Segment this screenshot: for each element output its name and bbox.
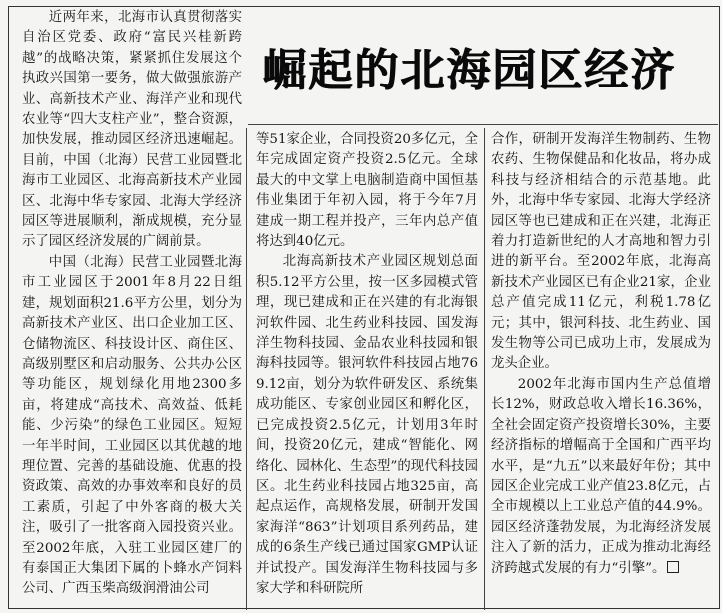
- headline-divider: [248, 124, 718, 125]
- paragraph-intro: 近两年来，北海市认真贯彻落实自治区党委、政府“富民兴桂新跨越”的战略决策，紧紧抓住发展这个执政兴国第一要务，做大做强旅游产业、高新技术产业、海洋产业和现代农业等“四大支柱产业”，整合资源，加快发展，推动园区经济迅速崛起。目前，中国（北海）民营工业园暨北海市工业园区、北海高新技术产业园区、北海中华专家园、北海大学经济园区等进展顺利，渐成规模，充分显示了园区经济发展的广阔前景。: [22, 10, 242, 250]
- paragraph-economy-summary: [491, 375, 711, 579]
- paragraph-industrial-park: 中国（北海）民营工业园暨北海市工业园区于2001年8月22日组建，规划面积21.6平方公里，划分为高新技术产业区、出口企业加工区、仓储物流区、科技设计区、商住区、高级别墅区和启动服务、公共办公区等功能区，规划绿化用地2300多亩，将建成“高技术、高效益、低耗能、少污染”的绿色工业园区。短短一年半时间，工业园区以其优越的地理位置、完善的基础设施、优惠的投资政策、高效的办事效率和良好的员工素质，引起了中外客商的极大关注，吸引了一批客商入园投资兴业。至2002年底，入驻工业园区建厂的有泰国正大集团下属的卜蜂水产饲料公司、广西玉柴高级润滑油公司: [22, 254, 242, 597]
- paragraph-hightech-park: 北海高新技术产业园区规划总面积5.12平方公里，按一区多园模式管理，现已建成和正在兴建的有北海银河软件园、北生药业科技园、国发海洋生物科技园、金品农业科技园和银海科技园等。银河软件科技园占地769.12亩，划分为软件研发区、系统集成功能区、专家创业园区和孵化区，已完成投资2.5亿元，计划用3年时间，投资20亿元，建成“智能化、网络化、园林化、生态型”的现代科技园区。北生药业科技园占地325亩，高起点运作，高规格发展，研制开发国家海洋“863”计划项目系列药品，建成的6条生产线已通过国家GMP认证并试投产。国发海洋生物科技园与多家大学和科研院所: [256, 254, 478, 596]
- end-mark: [667, 561, 679, 573]
- article-headline: 崛起的北海园区经济: [262, 45, 676, 96]
- column-divider-1: [246, 128, 247, 610]
- article-column-3: [491, 130, 711, 610]
- paragraph-hightech-park-cont: 合作，研制开发海洋生物制药、生物农药、生物保健品和化妆品，将办成科技与经济相结合的示范基地。此外，北海中华专家园、北海大学经济园区等也已建成和正在兴建，北海正着力打造新世纪的人才高地和智力引进的新平台。至2002年底，北海高新技术产业园区已有企业21家，企业总产值完成11亿元，利税1.78亿元；其中，银河科技、北生药业、国发生物等公司已成功上市，发展成为龙头企业。: [491, 132, 711, 372]
- paragraph-industrial-park-cont: 等51家企业，合同投资20多亿元，全年完成固定资产投资2.5亿元。全球最大的中文掌上电脑制造商中国恒基伟业集团于年初入园，将于今年7月建成一期工程并投产，三年内总产值将达到40亿元。: [256, 132, 478, 250]
- column-divider-2: [484, 128, 485, 610]
- article-column-1: [22, 8, 242, 611]
- article-column-2: [256, 130, 478, 610]
- summary-text: 2002年北海市国内生产总值增长12%，财政总收入增长16.36%，全社会固定资产投资增长30%，主要经济指标的增幅高于全国和广西平均水平，是“九五”以来最好年份；其中园区企业完成工业产值23.8亿元，占全市规模以上工业总产值的44.9%。园区经济蓬勃发展，为北海经济发展注入了新的活力，正成为推动北海经济跨越式发展的有力“引擎”。: [491, 376, 711, 576]
